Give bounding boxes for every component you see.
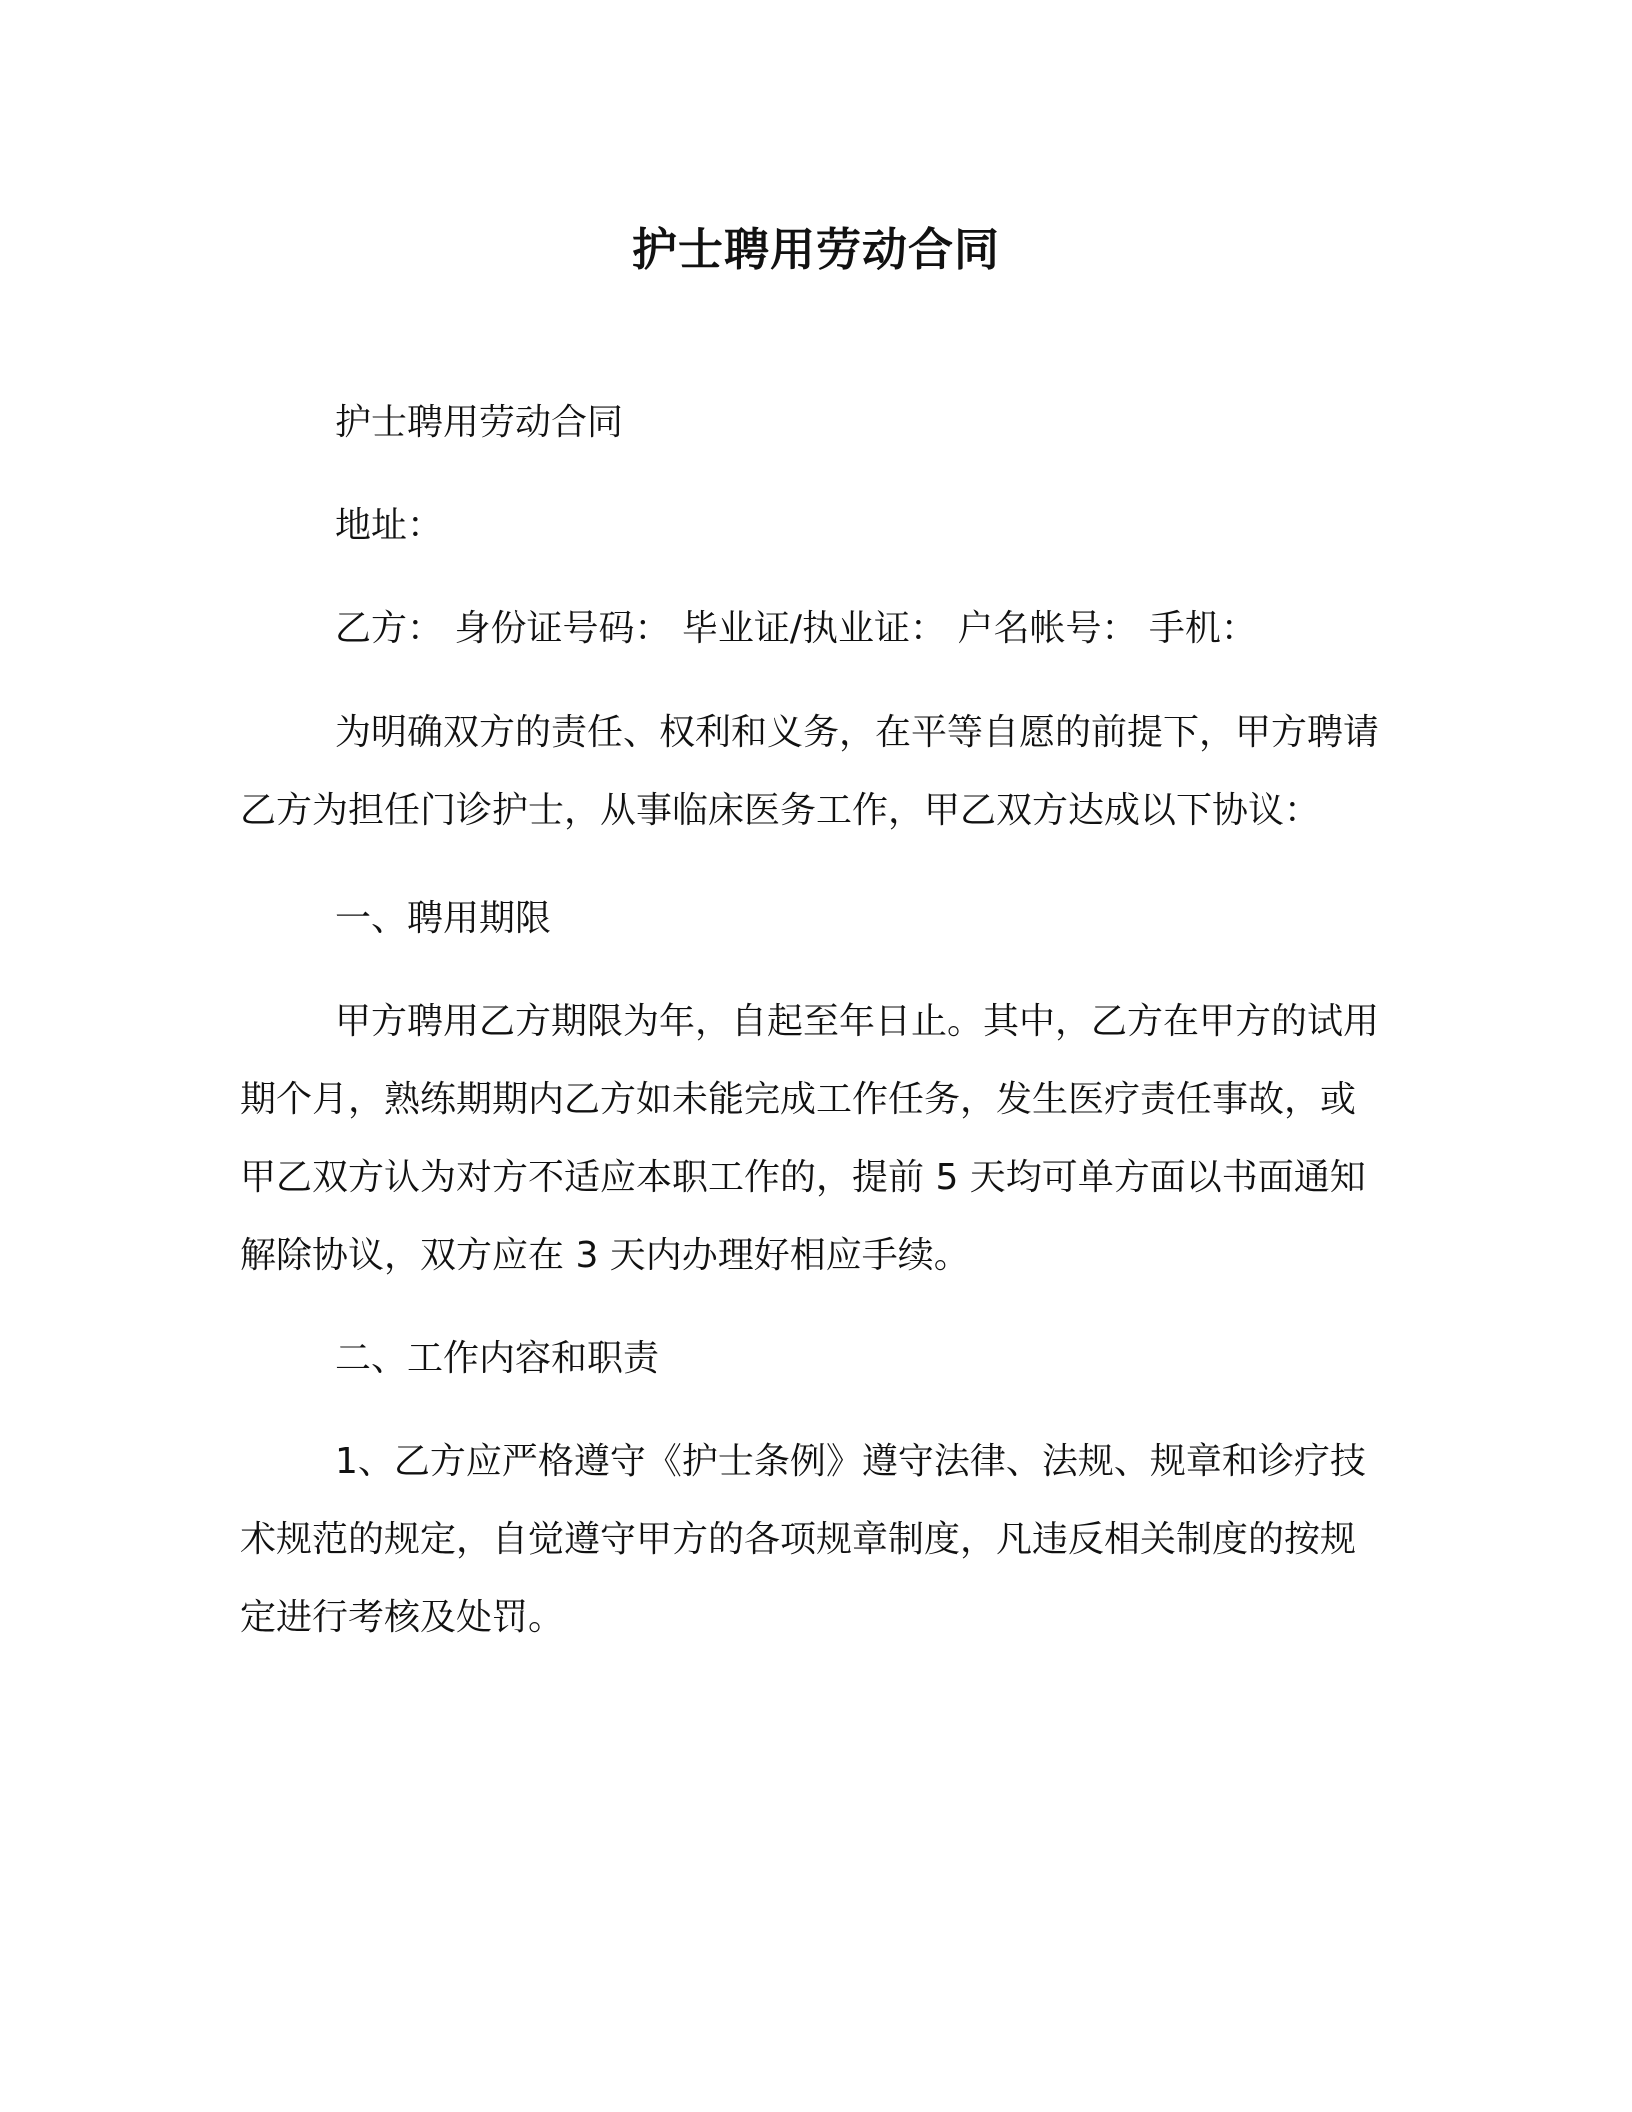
section-1-heading: 一、聘用期限 [335,898,552,939]
contract-subtitle: 护士聘用劳动合同 [335,402,624,443]
document-title: 护士聘用劳动合同 [631,223,1000,276]
party-b-line: 乙方： 身份证号码： 毕业证/执业证： 户名帐号： 手机： [335,608,1257,649]
section-2-heading: 二、工作内容和职责 [335,1338,660,1379]
address-line: 地址： [335,505,444,546]
section-2-item-1: 1、乙方应严格遵守《护士条例》遵守法律、法规、规章和诊疗技术规范的规定，自觉遵守甲方的各项规章制度，凡违反相关制度的按规定进行考核及处罚。 [240,1441,1366,1638]
section-1-body: 甲方聘用乙方期限为年，自起至年日止。其中，乙方在甲方的试用期个月，熟练期期内乙方如未能完成工作任务，发生医疗责任事故，或甲乙双方认为对方不适应本职工作的，提前 5 天均可单方面以书面通知解除协议，双方应在 3 天内办理好相应手续。 [240,1001,1380,1276]
intro-paragraph: 为明确双方的责任、权利和义务，在平等自愿的前提下，甲方聘请乙方为担任门诊护士，从事临床医务工作，甲乙双方达成以下协议： [240,712,1380,831]
